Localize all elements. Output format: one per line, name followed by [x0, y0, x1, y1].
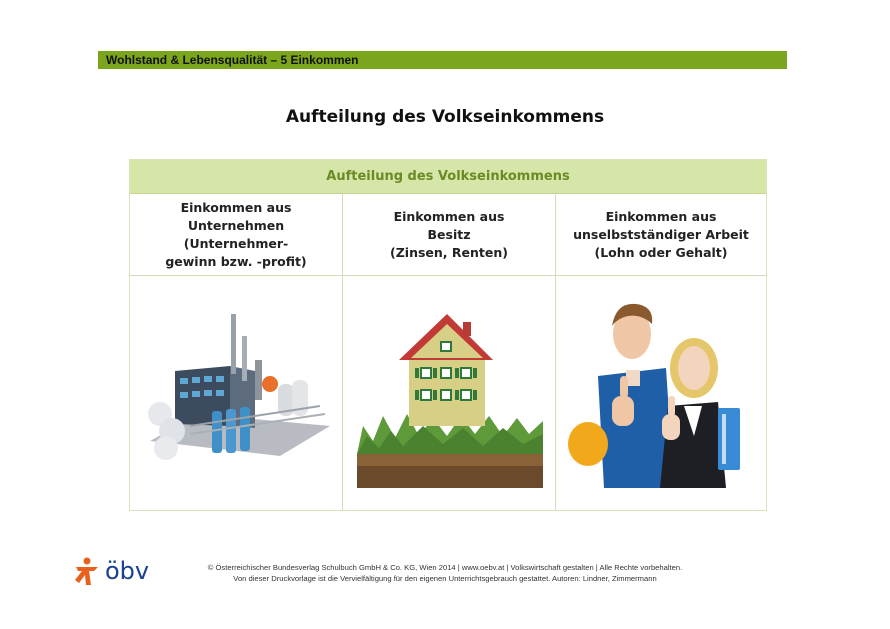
footer-line-1: © Österreichischer Bundesverlag Schulbuch GmbH & Co. KG, Wien 2014 | www.oebv.at | Volkswirtschaft gestalten | Alle Rechte vorbehalten. — [207, 563, 683, 572]
footer-line-2: Von dieser Druckvorlage ist die Vervielfältigung für den eigenen Unterrichtsgebrauch gestattet. Autoren: Lindner, Zimmermann — [233, 574, 657, 583]
column-business-income — [130, 194, 343, 510]
column-label-text: Einkommen aus Unternehmen (Unternehmer- gewinn bzw. -profit) — [165, 199, 307, 269]
chapter-header-label: Wohlstand & Lebensqualität – 5 Einkommen — [106, 53, 359, 67]
factory-image — [130, 276, 342, 510]
obv-logo — [73, 555, 163, 589]
star-icon — [75, 558, 98, 586]
column-label — [130, 194, 342, 276]
page-title: Aufteilung des Volkseinkommens — [285, 107, 605, 127]
footer-copyright — [170, 562, 720, 584]
workers-image — [556, 276, 766, 510]
column-property-income — [343, 194, 556, 510]
table-heading: Aufteilung des Volkseinkommens — [130, 160, 766, 194]
column-label — [556, 194, 766, 276]
brand-wordmark: öbv — [105, 557, 150, 585]
income-distribution-table — [129, 159, 767, 511]
column-label — [343, 194, 555, 276]
column-label-text: Einkommen aus unselbstständiger Arbeit (Lohn oder Gehalt) — [573, 208, 749, 260]
house-image — [343, 276, 555, 510]
column-label-text: Einkommen aus Besitz (Zinsen, Renten) — [390, 208, 508, 260]
column-employment-income — [556, 194, 766, 510]
chapter-header-bar — [98, 51, 787, 69]
